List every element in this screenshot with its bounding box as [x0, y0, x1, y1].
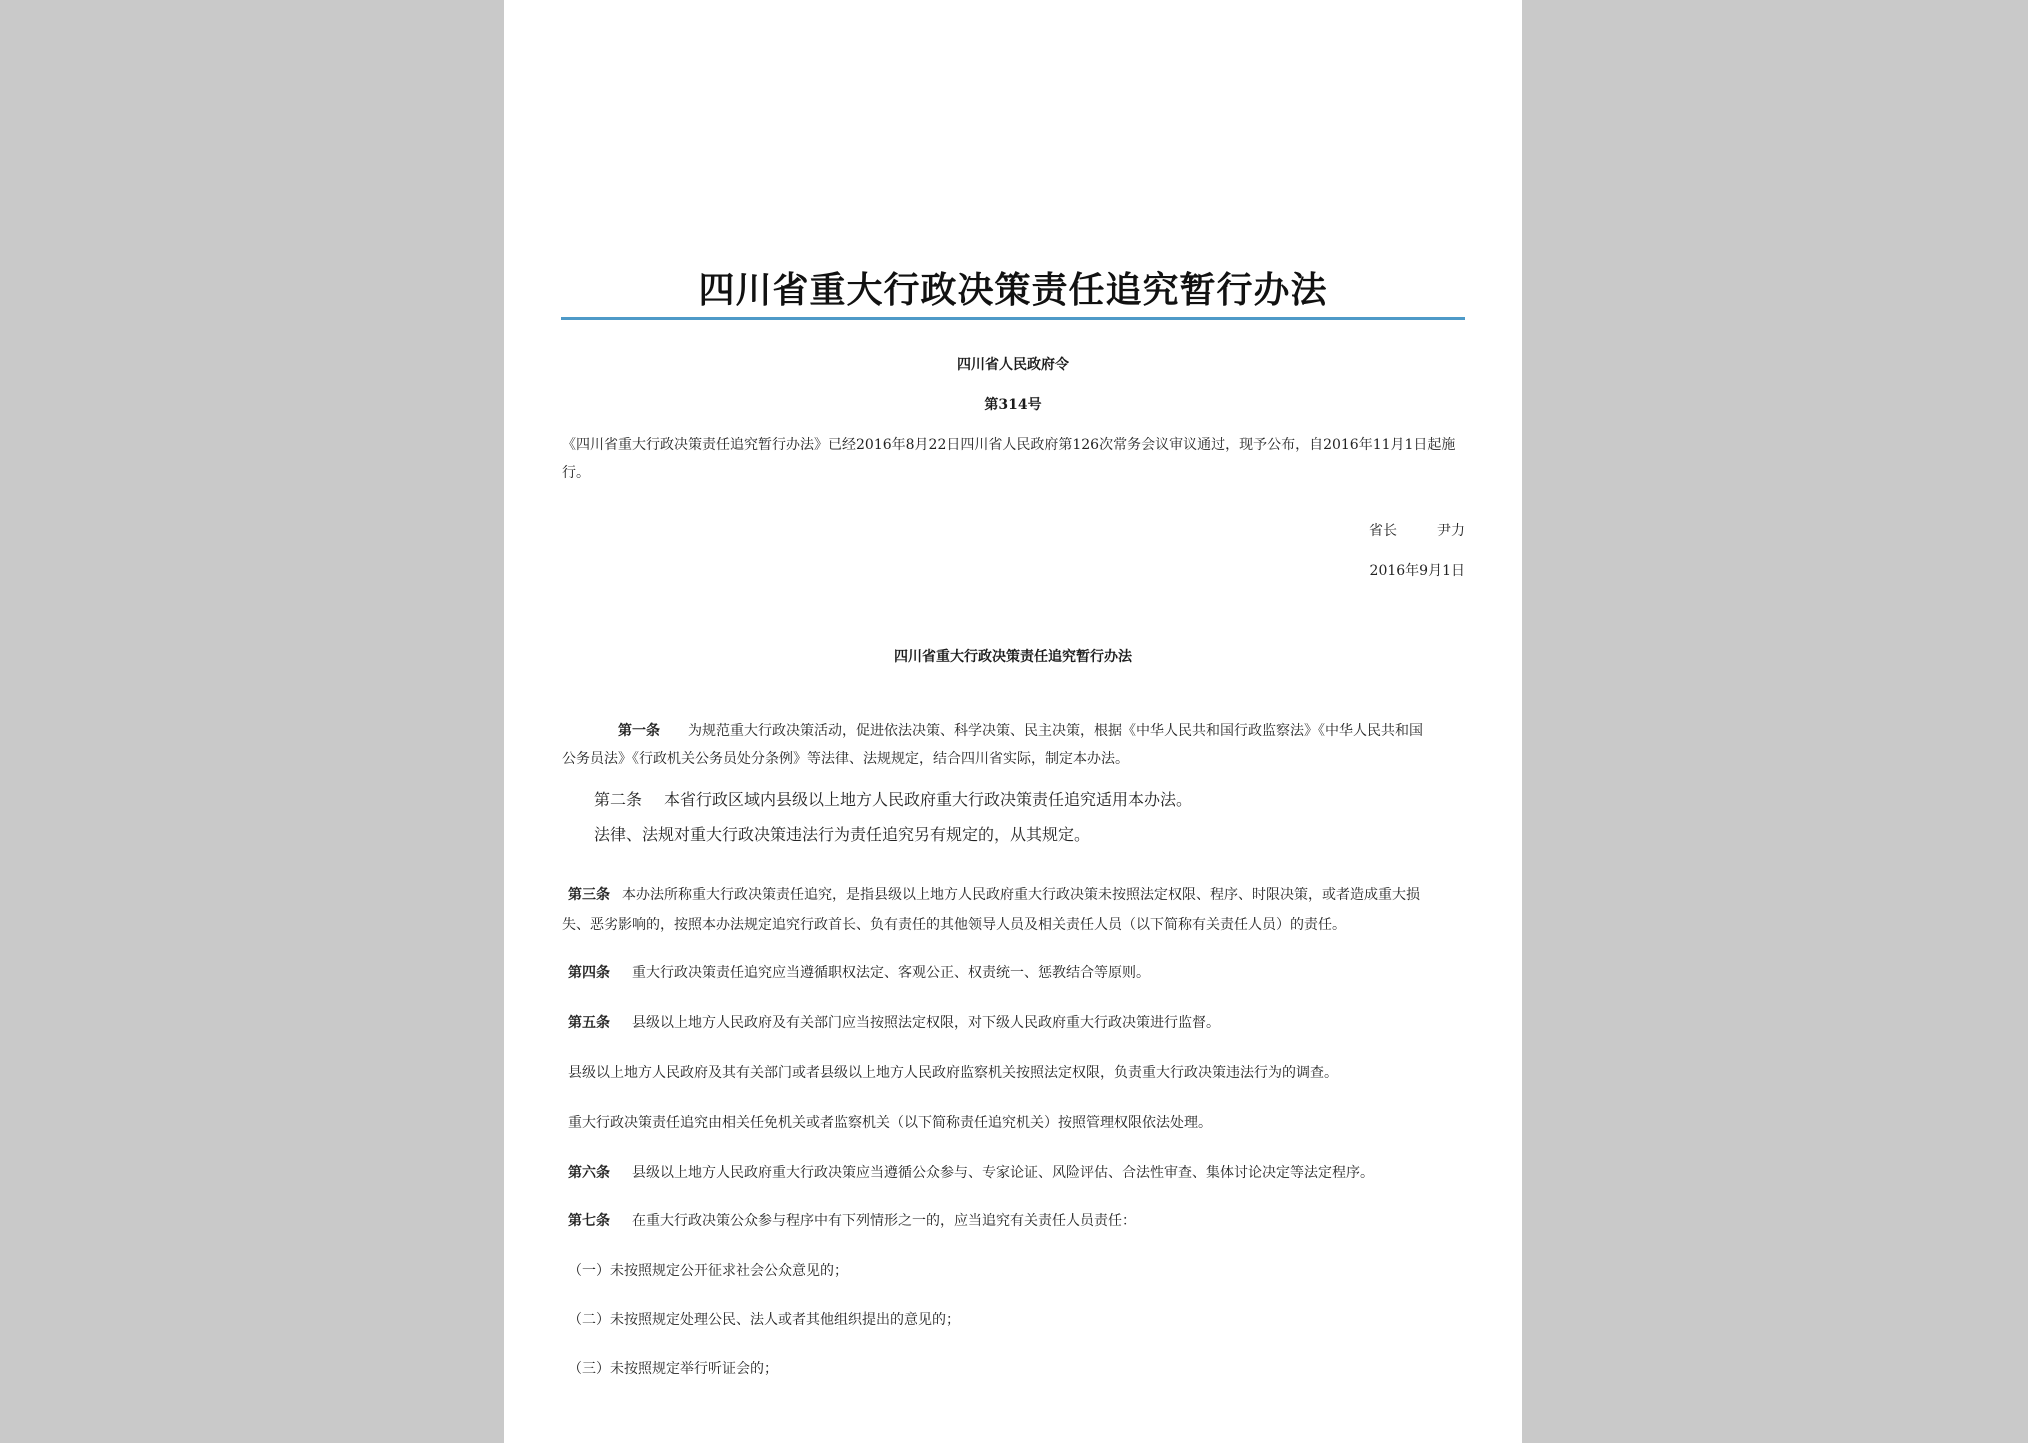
article-3-line1 [568, 884, 1420, 904]
promulgation-text-line2: 行。 [562, 465, 590, 481]
article-3-line2: 失、恶劣影响的，按照本办法规定追究行政首长、负有责任的其他领导人员及相关责任人员（以下简称有关责任人员）的责任。 [562, 917, 1346, 933]
article-6-label: 第六条 [568, 1165, 610, 1181]
article-5 [568, 1012, 1220, 1032]
article-5-text: 县级以上地方人民政府及有关部门应当按照法定权限，对下级人民政府重大行政决策进行监督。 [632, 1015, 1220, 1031]
article-7-item-2: （二）未按照规定处理公民、法人或者其他组织提出的意见的； [568, 1312, 960, 1328]
document-page [504, 0, 1522, 1443]
signature-block [1369, 520, 1465, 540]
article-5-paragraph-3: 重大行政决策责任追究由相关任免机关或者监察机关（以下简称责任追究机关）按照管理权限依法处理。 [568, 1115, 1212, 1131]
decree-number: 第314号 [984, 397, 1042, 413]
article-2-paragraph-2: 法律、法规对重大行政决策违法行为责任追究另有规定的，从其规定。 [594, 825, 1091, 844]
article-1-label: 第一条 [618, 723, 660, 739]
document-date: 2016年9月1日 [1369, 563, 1465, 579]
article-6 [568, 1162, 1374, 1182]
article-2-label: 第二条 [594, 790, 643, 809]
article-1-text: 为规范重大行政决策活动，促进依法决策、科学决策、民主决策，根据《中华人民共和国行政监察法》《中华人民共和国 [688, 723, 1423, 739]
article-7-item-1: （一）未按照规定公开征求社会公众意见的； [568, 1263, 848, 1279]
article-5-paragraph-2: 县级以上地方人民政府及其有关部门或者县级以上地方人民政府监察机关按照法定权限，负责重大行政决策违法行为的调查。 [568, 1065, 1338, 1081]
signer-title: 省长 [1369, 523, 1397, 539]
article-4-label: 第四条 [568, 965, 610, 981]
article-1-line1 [618, 720, 1423, 740]
article-7-label: 第七条 [568, 1213, 610, 1229]
issuer-line: 四川省人民政府令 [957, 357, 1069, 373]
document-title: 四川省重大行政决策责任追究暂行办法 [698, 269, 1328, 311]
article-1-line2: 公务员法》《行政机关公务员处分条例》等法律、法规规定，结合四川省实际，制定本办法。 [562, 751, 1129, 767]
article-3-label: 第三条 [568, 887, 610, 903]
article-7 [568, 1210, 1136, 1230]
signer-name: 尹力 [1437, 523, 1465, 539]
article-2-text: 本省行政区域内县级以上地方人民政府重大行政决策责任追究适用本办法。 [664, 790, 1193, 809]
article-3-text: 本办法所称重大行政决策责任追究，是指县级以上地方人民政府重大行政决策未按照法定权限、程序、时限决策，或者造成重大损 [622, 887, 1420, 903]
section-subtitle: 四川省重大行政决策责任追究暂行办法 [894, 649, 1132, 665]
article-4 [568, 962, 1150, 982]
promulgation-text-line1: 《四川省重大行政决策责任追究暂行办法》已经2016年8月22日四川省人民政府第126次常务会议审议通过，现予公布，自2016年11月1日起施 [562, 437, 1456, 453]
article-7-text: 在重大行政决策公众参与程序中有下列情形之一的，应当追究有关责任人员责任： [632, 1213, 1136, 1229]
article-7-item-3: （三）未按照规定举行听证会的； [568, 1361, 778, 1377]
article-6-text: 县级以上地方人民政府重大行政决策应当遵循公众参与、专家论证、风险评估、合法性审查、集体讨论决定等法定程序。 [632, 1165, 1374, 1181]
article-4-text: 重大行政决策责任追究应当遵循职权法定、客观公正、权责统一、惩教结合等原则。 [632, 965, 1150, 981]
title-divider [561, 317, 1465, 320]
article-5-label: 第五条 [568, 1015, 610, 1031]
article-2 [594, 787, 1192, 810]
